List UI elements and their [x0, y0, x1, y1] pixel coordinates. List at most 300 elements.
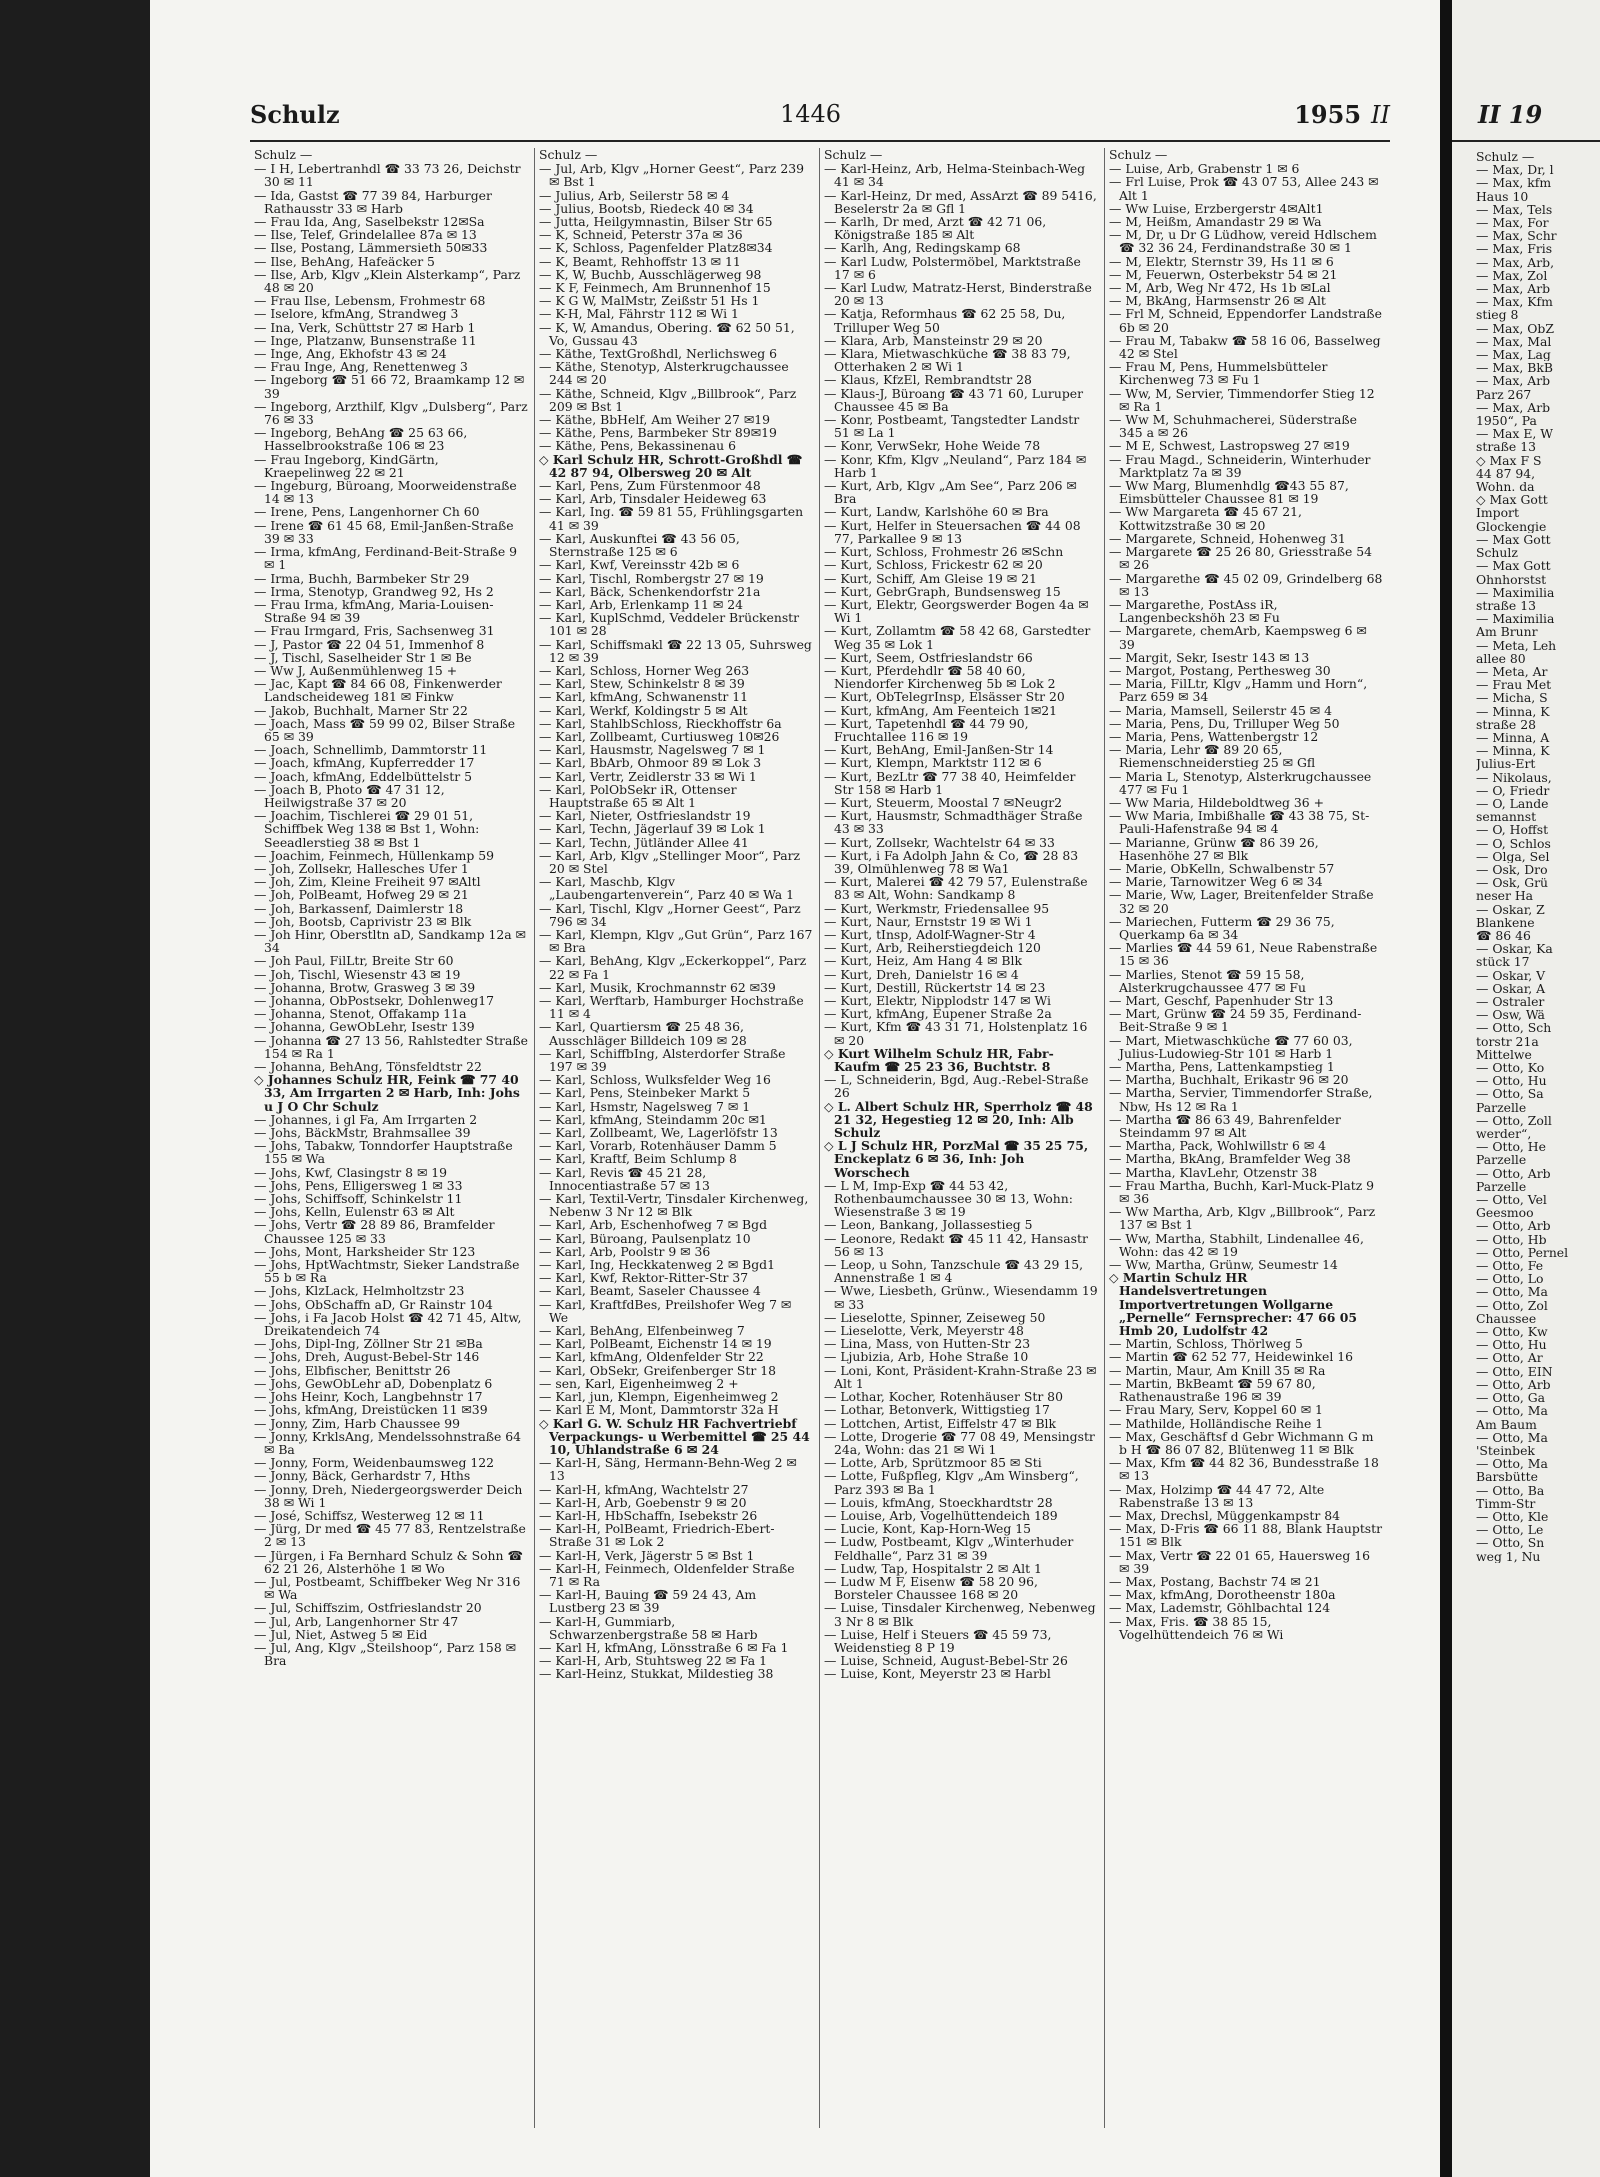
directory-entry: — Klaus, KfzEl, Rembrandtstr 28 [824, 372, 1032, 388]
directory-entry: — Kurt, Arb, Klgv „Am See“, Parz 206 ✉ Bra [824, 478, 1077, 507]
next-page-entry: — Meta, Ar [1476, 664, 1548, 679]
next-page-entry: stieg 8 [1476, 308, 1519, 322]
directory-entry: — Karl-H, Arb, Goebenstr 9 ✉ 20 [539, 1494, 747, 1510]
column-4 [1105, 148, 1390, 2128]
next-page-entry: Am Baum [1476, 1417, 1537, 1431]
directory-entry: — Inge, Ang, Ekhofstr 43 ✉ 24 [254, 346, 447, 362]
directory-entry: — Johanna, BehAng, Tönsfeldtstr 22 [254, 1059, 482, 1075]
directory-entry: — Joh, Zollsekr, Hallesches Ufer 1 [254, 860, 469, 876]
next-page-entry: Parzelle [1476, 1179, 1527, 1194]
directory-entry: — Konr, Postbeamt, Tangstedter Landstr 51 ✉ La 1 [824, 412, 1080, 441]
next-page-entry: — Nikolaus, [1476, 770, 1552, 784]
directory-entry: — Karl, Stew, Schinkelstr 8 ✉ 39 [539, 676, 745, 692]
next-page-entry: — Max, Arb [1476, 282, 1551, 296]
directory-entry: — José, Schiffsz, Westerweg 12 ✉ 11 [254, 1507, 485, 1523]
directory-entry: — Frau Magd., Schneiderin, Winterhuder Marktplatz 7a ✉ 39 [1109, 451, 1371, 480]
directory-entry: — Karl-H, Säng, Hermann-Behn-Weg 2 ✉ 13 [539, 1455, 797, 1484]
directory-entry: — I H, Lebertranhdl ☎ 33 73 26, Deichstr 30 ✉ 11 [254, 161, 521, 190]
directory-entry: — Johanna, GewObLehr, Isestr 139 [254, 1019, 475, 1035]
directory-entry: — Jul, Schiffszim, Ostfrieslandstr 20 [254, 1600, 482, 1616]
directory-entry: — Ilse, Arb, Klgv „Klein Alsterkamp“, Parz 48 ✉ 20 [254, 266, 521, 296]
directory-entry: ◇ Kurt Wilhelm Schulz HR, Fabr-Kaufm ☎ 25 23 36, Buchtstr. 8 [824, 1045, 1054, 1075]
directory-entry: — Ww J, Außenmühlenweg 15 + [254, 662, 458, 678]
directory-entry: — Johs, Kwf, Clasingstr 8 ✉ 19 [254, 1164, 448, 1180]
directory-entry: — Klara, Mietwaschküche ☎ 38 83 79, Otterhaken 2 ✉ Wi 1 [824, 346, 1071, 375]
directory-entry: — Karl, Kwf, Rektor-Ritter-Str 37 [539, 1270, 749, 1286]
next-page-entry: — Otto, Kle [1476, 1509, 1549, 1524]
directory-entry: — Frau M, Pens, Hummelsbütteler Kirchenweg 73 ✉ Fu 1 [1109, 359, 1328, 388]
directory-entry: — Käthe, Pens, Bekassinenau 6 [539, 438, 736, 454]
directory-entry: — Käthe, Pens, Barmbeker Str 89✉19 [539, 425, 777, 441]
directory-entry: — K, W, Buchb, Ausschlägerweg 98 [539, 266, 762, 282]
directory-entry: — J, Pastor ☎ 22 04 51, Immenhof 8 [254, 636, 485, 652]
directory-entry: — Kurt, Helfer in Steuersachen ☎ 44 08 77, Parkallee 9 ✉ 13 [824, 517, 1081, 546]
directory-entry: — K, W, Amandus, Obering. ☎ 62 50 51, Vo, Gussau 43 [539, 319, 795, 348]
next-page-entry: Geesmoo [1476, 1206, 1534, 1220]
directory-entry: — Ww, Martha, Grünw, Seumestr 14 [1109, 1257, 1338, 1273]
directory-entry: ◇ Karl G. W. Schulz HR Fachvertriebf Verpackungs- u Werbemittel ☎ 25 44 10, Uhlandstraße 6 ✉ 24 [539, 1415, 810, 1457]
directory-entry: — Irene ☎ 61 45 68, Emil-Janßen-Straße 39 ✉ 33 [254, 517, 514, 546]
directory-entry: — Max, Vertr ☎ 22 01 65, Hauersweg 16 ✉ 39 [1109, 1547, 1370, 1576]
directory-entry: — Johs, KlzLack, Helmholtzstr 23 [254, 1283, 465, 1299]
directory-entry: — Kurt, i Fa Adolph Jahn & Co, ☎ 28 83 39, Olmühlenweg 78 ✉ Wa1 [824, 847, 1079, 876]
directory-entry: — Karlh, Dr med, Arzt ☎ 42 71 06, Königstraße 185 ✉ Alt [824, 214, 1047, 243]
directory-columns [250, 148, 1390, 2128]
directory-entry: — Frau M, Tabakw ☎ 58 16 06, Basselweg 42 ✉ Stel [1109, 332, 1381, 362]
directory-entry: — Irma, kfmAng, Ferdinand-Beit-Straße 9 ✉ 1 [254, 544, 518, 573]
directory-entry: — Iselore, kfmAng, Strandweg 3 [254, 306, 459, 322]
directory-entry: — Karl-H, Feinmech, Oldenfelder Straße 71 ✉ Ra [539, 1560, 795, 1589]
next-page-entry: ☎ 86 46 [1476, 928, 1531, 943]
directory-entry: — Maria, Pens, Du, Trilluper Weg 50 [1109, 715, 1340, 731]
next-page-entry: — Osk, Grü [1476, 876, 1549, 890]
directory-entry: — Karl-Heinz, Stukkat, Mildestieg 38 [539, 1666, 774, 1682]
directory-entry: — Kurt, Dreh, Danielstr 16 ✉ 4 [824, 966, 1019, 982]
directory-entry: — Inge, Platzanw, Bunsenstraße 11 [254, 332, 477, 348]
directory-entry: — Karl, Revis ☎ 45 21 28, Innocentiastraße 57 ✉ 13 [539, 1164, 710, 1193]
directory-entry: — Ingeborg ☎ 51 66 72, Braamkamp 12 ✉ 39 [254, 372, 525, 401]
next-page-entry: — Otto, EIN [1476, 1364, 1553, 1378]
directory-entry: — Martha, Pens, Lattenkampstieg 1 [1109, 1059, 1335, 1075]
next-page-entry: — Max, For [1476, 216, 1549, 230]
directory-entry: — Joh, Zim, Kleine Freiheit 97 ✉Altl [254, 874, 481, 890]
directory-entry: — Mart, Mietwaschküche ☎ 77 60 03, Julius-Ludowieg-Str 101 ✉ Harb 1 [1109, 1032, 1353, 1061]
next-page-entry: 'Steinbek [1476, 1443, 1535, 1458]
directory-entry: — Kurt, Elektr, Nipplodstr 147 ✉ Wi [824, 993, 1051, 1008]
next-page-entry: neser Ha [1476, 889, 1534, 903]
directory-entry: ◇ L J Schulz HR, PorzMal ☎ 35 25 75, Enckeplatz 6 ✉ 36, Inh: Joh Worschech [824, 1138, 1089, 1180]
directory-entry: — Karl, Hausmstr, Nagelsweg 7 ✉ 1 [539, 742, 766, 758]
directory-entry: — Ww Margareta ☎ 45 67 21, Kottwitzstraße 30 ✉ 20 [1109, 504, 1302, 533]
directory-entry: — Jul, Niet, Astweg 5 ✉ Eid [254, 1626, 428, 1642]
next-page-entry: — Otto, Lo [1476, 1272, 1544, 1286]
next-page-entry: — Maximilia [1476, 612, 1555, 626]
directory-entry: — Kurt, BezLtr ☎ 77 38 40, Heimfelder Str 158 ✉ Harb 1 [824, 768, 1076, 797]
directory-entry: — Lothar, Kocher, Rotenhäuser Str 80 [824, 1389, 1063, 1405]
next-page-entry: — Minna, A [1476, 730, 1550, 745]
directory-entry: — Lotte, Drogerie ☎ 77 08 49, Mensingstr 24a, Wohn: das 21 ✉ Wi 1 [824, 1428, 1095, 1457]
directory-entry: — Max, Holzimp ☎ 44 47 72, Alte Rabenstraße 13 ✉ 13 [1109, 1481, 1325, 1510]
directory-entry: — Kurt, Werkmstr, Friedensallee 95 [824, 900, 1050, 916]
directory-entry: — Maria, Pens, Wattenbergstr 12 [1109, 728, 1319, 744]
next-page-entry: — Oskar, Z [1476, 902, 1545, 916]
directory-entry: — Margot, Postang, Perthesweg 30 [1109, 662, 1331, 678]
directory-entry: — Karl, Vorarb, Rotenhäuser Damm 5 [539, 1138, 777, 1154]
next-page-entry: — Micha, S [1476, 691, 1548, 705]
directory-entry: — Leonore, Redakt ☎ 45 11 42, Hansastr 56 ✉ 13 [824, 1230, 1088, 1259]
next-page-entry: — Max, kfm [1476, 176, 1552, 190]
directory-entry: — L, Schneiderin, Bgd, Aug.-Rebel-Straße 26 [824, 1072, 1089, 1101]
next-page-entry: — Otto, Pernel [1476, 1245, 1569, 1260]
directory-entry: — Karl Ludw, Polstermöbel, Marktstraße 17 ✉ 6 [824, 253, 1081, 282]
next-page-entry: — Otto, Sn [1476, 1536, 1545, 1550]
directory-entry: — Käthe, BbHelf, Am Weiher 27 ✉19 [539, 412, 770, 428]
directory-entry: — Konr, VerwSekr, Hohe Weide 78 [824, 438, 1041, 454]
directory-entry: — Leop, u Sohn, Tanzschule ☎ 43 29 15, Annenstraße 1 ✉ 4 [824, 1257, 1084, 1286]
next-page-entry: Ohnhorstst [1476, 572, 1547, 586]
directory-entry: — K G W, MalMstr, Zeißstr 51 Hs 1 [539, 293, 760, 309]
directory-entry: — Irma, Stenotyp, Grandweg 92, Hs 2 [254, 583, 494, 599]
next-page-entry: — Otto, Ar [1476, 1351, 1543, 1365]
directory-entry: — Margit, Sekr, Isestr 143 ✉ 13 [1109, 649, 1310, 665]
part-number: II [1371, 101, 1390, 129]
directory-entry: — Margarete, Schneid, Hohenweg 31 [1109, 530, 1346, 546]
column-continuation-head: Schulz — [824, 148, 883, 162]
column-1 [250, 148, 535, 2128]
directory-entry: — Karl, Pens, Zum Fürstenmoor 48 [539, 478, 761, 494]
directory-entry: — Kurt, Schloss, Frickestr 62 ✉ 20 [824, 557, 1043, 573]
directory-entry: — M, Elektr, Sternstr 39, Hs 11 ✉ 6 [1109, 253, 1334, 269]
next-page-entry: Julius-Ert [1476, 757, 1536, 771]
column-continuation-head: Schulz — [539, 148, 598, 162]
directory-entry: — Karl, KuplSchmd, Veddeler Brückenstr 101 ✉ 28 [539, 610, 800, 639]
directory-entry: — Marie, ObKelln, Schwalbenstr 57 [1109, 860, 1335, 876]
next-page-entry: — Otto, Ba [1476, 1483, 1545, 1497]
directory-entry: — Kurt, Arb, Reiherstiegdeich 120 [824, 940, 1041, 956]
directory-entry: — Karl, Arb, Klgv „Stellinger Moor“, Parz 20 ✉ Stel [539, 847, 801, 876]
directory-entry: — Frl Luise, Prok ☎ 43 07 53, Allee 243 ✉ Alt 1 [1109, 174, 1379, 203]
directory-entry: — Kurt, BehAng, Emil-Janßen-Str 14 [824, 742, 1054, 758]
directory-entry: — Martin, Maur, Am Knill 35 ✉ Ra [1109, 1362, 1326, 1378]
next-page-entry: — Otto, Ma [1476, 1404, 1548, 1418]
directory-entry: — Jac, Kapt ☎ 84 66 08, Finkenwerder Landscheideweg 181 ✉ Finkw [254, 676, 502, 705]
directory-entry: — Karl, BbArb, Ohmoor 89 ✉ Lok 3 [539, 755, 762, 771]
directory-entry: — Johanna, Brotw, Grasweg 3 ✉ 39 [254, 979, 476, 995]
next-page-entry: — Otto, Zoll [1476, 1113, 1552, 1128]
directory-entry: — Joh, Bootsb, Caprivistr 23 ✉ Blk [254, 913, 472, 929]
next-page-entry: semannst [1476, 810, 1537, 824]
directory-entry: — Ingeborg, Arzthilf, Klgv „Dulsberg“, Parz 76 ✉ 33 [254, 398, 528, 428]
next-page-entry: — Otto, Kw [1476, 1325, 1548, 1339]
directory-entry: — Ww Marg, Blumenhdlg ☎43 55 87, Eimsbütteler Chaussee 81 ✉ 19 [1109, 478, 1349, 507]
directory-entry: — Johs, Mont, Harksheider Str 123 [254, 1243, 476, 1259]
directory-entry: — Frau Ingeborg, KindGärtn, Kraepelinweg 22 ✉ 21 [254, 451, 439, 480]
next-page-entry: werder“, [1476, 1127, 1532, 1141]
directory-entry: — Marlies, Stenot ☎ 59 15 58, Alsterkrugchaussee 477 ✉ Fu [1109, 966, 1306, 995]
directory-entry: — Johs, BäckMstr, Brahmsallee 39 [254, 1125, 471, 1141]
next-page-entry: — O, Lande [1476, 796, 1549, 811]
book-spine [1440, 0, 1452, 2177]
directory-entry: — Margarete ☎ 25 26 80, Griesstraße 54 ✉ 26 [1109, 544, 1373, 573]
directory-entry: — Johs, i Fa Jacob Holst ☎ 42 71 45, Altw, Dreikatendeich 74 [254, 1309, 522, 1339]
directory-entry: — Karl Ludw, Matratz-Herst, Binderstraße 20 ✉ 13 [824, 280, 1092, 309]
directory-entry: — M, Feuerwn, Osterbekstr 54 ✉ 21 [1109, 266, 1338, 282]
directory-entry: — Max, Lademstr, Göhlbachtal 124 [1109, 1600, 1331, 1616]
directory-entry: — Jonny, Dreh, Niedergeorgswerder Deich 38 ✉ Wi 1 [254, 1481, 523, 1510]
directory-entry: — Kurt, Elektr, Georgswerder Bogen 4a ✉ Wi 1 [824, 596, 1089, 626]
directory-entry: ◇ Johannes Schulz HR, Feink ☎ 77 40 33, Am Irrgarten 2 ✉ Harb, Inh: Johs u J O Chr Schulz [254, 1072, 520, 1114]
directory-entry: — Karl-Heinz, Dr med, AssArzt ☎ 89 5416, Beselerstr 2a ✉ Gfl 1 [824, 187, 1097, 216]
directory-entry: — Karl-H, Gummiarb, Schwarzenbergstraße 58 ✉ Harb [539, 1613, 758, 1642]
directory-entry: — Kurt, kfmAng, Am Feenteich 1✉21 [824, 702, 1058, 718]
directory-entry: — Karl, kfmAng, Steindamm 20c ✉1 [539, 1111, 767, 1127]
directory-entry: — Karl, Ing. ☎ 59 81 55, Frühlingsgarten 41 ✉ 39 [539, 504, 804, 533]
directory-entry: — Louis, kfmAng, Stoeckhardtstr 28 [824, 1494, 1053, 1510]
next-page-entry: — Max, Lag [1476, 348, 1551, 362]
directory-entry: — Ww M, Schuhmacherei, Süderstraße 345 a ✉ 26 [1109, 412, 1357, 441]
directory-entry: — Karl, jun, Klempn, Eigenheimweg 2 [539, 1389, 779, 1405]
next-page-entry: Parz 267 [1476, 387, 1532, 401]
next-page-entry: — Oskar, Ka [1476, 942, 1553, 956]
directory-entry: — M, BkAng, Harmsenstr 26 ✉ Alt [1109, 293, 1326, 309]
next-page-entry: Haus 10 [1476, 189, 1529, 203]
directory-entry: — Johs, Schiffsoff, Schinkelstr 11 [254, 1191, 463, 1207]
directory-entry: — Joh, Tischl, Wiesenstr 43 ✉ 19 [254, 966, 461, 982]
directory-entry: — Wwe, Liesbeth, Grünw., Wiesendamm 19 ✉ 33 [824, 1283, 1098, 1312]
directory-entry: — Klaus-J, Büroang ☎ 43 71 60, Luruper Chaussee 45 ✉ Ba [824, 385, 1084, 414]
directory-entry: — Max, Geschäftsf d Gebr Wichmann G m b H ☎ 86 07 82, Blütenweg 11 ✉ Blk [1109, 1428, 1374, 1457]
directory-entry: — Martin ☎ 62 52 77, Heidewinkel 16 [1109, 1349, 1354, 1365]
next-page-entry: ◇ Max F S [1476, 453, 1542, 467]
column-3 [820, 148, 1105, 2128]
directory-entry: — Katja, Reformhaus ☎ 62 25 58, Du, Trilluper Weg 50 [824, 306, 1066, 335]
directory-entry: — Joachim, Tischlerei ☎ 29 01 51, Schiffbek Weg 138 ✉ Bst 1, Wohn: Seeadlerstieg 38 ✉ Bst 1 [254, 808, 480, 850]
directory-entry: — Luise, Kont, Meyerstr 23 ✉ Harbl [824, 1666, 1051, 1682]
directory-entry: — Lottchen, Artist, Eiffelstr 47 ✉ Blk [824, 1415, 1057, 1431]
directory-entry: ◇ Martin Schulz HR Handelsvertretungen Importvertretungen Wollgarne „Pernelle“ Fernsprecher: 47 66 05 Hmb 20, Ludolfstr 42 [1109, 1270, 1357, 1339]
directory-entry: — Jul, Ang, Klgv „Steilshoop“, Parz 158 ✉ Bra [254, 1639, 517, 1669]
directory-entry: — K, Schneid, Peterstr 37a ✉ 36 [539, 227, 743, 243]
column-continuation-head: Schulz — [254, 148, 313, 162]
next-page-entry: Parzelle [1476, 1153, 1527, 1167]
directory-entry: — Martin, BkBeamt ☎ 59 67 80, Rathenaustraße 196 ✉ 39 [1109, 1375, 1316, 1405]
directory-entry: — Luise, Helf i Steuers ☎ 45 59 73, Weidenstieg 8 P 19 [824, 1626, 1052, 1655]
directory-entry: ◇ L. Albert Schulz HR, Sperrholz ☎ 48 21 32, Hegestieg 12 ✉ 20, Inh: Alb Schulz [824, 1098, 1093, 1141]
directory-entry: — Karl, Schloss, Horner Weg 263 [539, 662, 750, 678]
directory-entry: — Louise, Arb, Vogelhüttendeich 189 [824, 1507, 1058, 1523]
directory-entry: — Irene, Pens, Langenhorner Ch 60 [254, 504, 480, 520]
directory-entry: — Lieselotte, Spinner, Zeiseweg 50 [824, 1309, 1046, 1325]
directory-entry: — Karl, Beamt, Saseler Chaussee 4 [539, 1283, 761, 1299]
directory-entry: — Johs, Elbfischer, Benittstr 26 [254, 1362, 451, 1378]
directory-entry: — Karl, Maschb, Klgv „Laubengartenverein“, Parz 40 ✉ Wa 1 [539, 874, 794, 903]
next-page-entry: Wohn. da [1476, 480, 1535, 494]
directory-entry: — Karl, Hsmstr, Nagelsweg 7 ✉ 1 [539, 1098, 751, 1114]
directory-entry: — Frau Mary, Serv, Koppel 60 ✉ 1 [1109, 1402, 1323, 1418]
next-page-entry: Barsbütte [1476, 1470, 1538, 1484]
directory-entry: — Joh Hinr, Oberstltn aD, Sandkamp 12a ✉ 34 [254, 926, 526, 956]
directory-entry: — Kurt, Pferdehdlr ☎ 58 40 60, Niendorfer Kirchenweg 5b ✉ Lok 2 [824, 662, 1056, 692]
directory-entry: — Johs, Dipl-Ing, Zöllner Str 21 ✉Ba [254, 1336, 483, 1352]
directory-entry: — Karl-H, Bauing ☎ 59 24 43, Am Lustberg 23 ✉ 39 [539, 1587, 757, 1616]
directory-entry: — Karl, ObSekr, Greifenberger Str 18 [539, 1362, 777, 1378]
directory-entry: — Jürgen, i Fa Bernhard Schulz & Sohn ☎ 62 21 26, Alsterhöhe 1 ✉ Wo [254, 1547, 523, 1576]
directory-entry: — Kurt, Heiz, Am Hang 4 ✉ Blk [824, 953, 1022, 969]
directory-entry: — Karl, BehAng, Klgv „Eckerkoppel“, Parz 22 ✉ Fa 1 [539, 953, 807, 982]
directory-entry: — Frau Irmgard, Fris, Sachsenweg 31 [254, 623, 495, 639]
next-page-entry: — Max, ObZ [1476, 321, 1554, 335]
directory-entry: — Luise, Arb, Grabenstr 1 ✉ 6 [1109, 161, 1300, 177]
next-page-entry: Blankene [1476, 915, 1535, 929]
directory-entry: — Kurt, Naur, Ernststr 19 ✉ Wi 1 [824, 913, 1033, 929]
next-page-entry: — Otto, Arb [1476, 1219, 1551, 1233]
directory-entry: — Karl, kfmAng, Oldenfelder Str 22 [539, 1349, 764, 1365]
directory-entry: — Karl, SchiffbIng, Alsterdorfer Straße 197 ✉ 39 [539, 1045, 786, 1075]
next-page-entry: — Max, Schr [1476, 229, 1557, 243]
next-page-entry: Chaussee [1476, 1311, 1537, 1326]
next-page-entry: Timm-Str [1476, 1496, 1536, 1510]
next-page-entry: — Olga, Sel [1476, 849, 1550, 863]
directory-entry: — Martha ☎ 86 63 49, Bahrenfelder Steindamm 97 ✉ Alt [1109, 1111, 1341, 1141]
directory-entry: — Kurt, Schloss, Frohmestr 26 ✉Schn [824, 544, 1064, 560]
directory-entry: — Lotte, Arb, Sprützmoor 85 ✉ Sti [824, 1455, 1042, 1471]
directory-entry: — Karl, Musik, Krochmannstr 62 ✉39 [539, 979, 776, 995]
next-page-entry: — O, Hoffst [1476, 823, 1549, 837]
directory-entry: — Marianne, Grünw ☎ 86 39 26, Hasenhöhe 27 ✉ Blk [1109, 834, 1319, 863]
directory-entry: — Ljubizia, Arb, Hohe Straße 10 [824, 1349, 1029, 1365]
edition-year [1294, 100, 1390, 129]
directory-entry: — Marlies ☎ 44 59 61, Neue Rabenstraße 15 ✉ 36 [1109, 940, 1378, 969]
directory-entry: — Jakob, Buchhalt, Marner Str 22 [254, 702, 468, 718]
directory-entry: — Max, kfmAng, Dorotheenstr 180a [1109, 1587, 1336, 1603]
directory-entry: — Karl, Quartiersm ☎ 25 48 36, Ausschläger Billdeich 109 ✉ 28 [539, 1019, 747, 1048]
next-page-entry: — Otto, Hu [1476, 1074, 1547, 1088]
directory-entry: — Käthe, Stenotyp, Alsterkrugchaussee 244 ✉ 20 [539, 359, 789, 388]
next-page-entry: — O, Friedr [1476, 783, 1550, 797]
next-page-entry: straße 13 [1476, 440, 1536, 454]
directory-entry: — Karl, Büroang, Paulsenplatz 10 [539, 1230, 751, 1246]
directory-entry: — Karl, Tischl, Klgv „Horner Geest“, Parz 796 ✉ 34 [539, 900, 801, 929]
directory-entry: — Lina, Mass, von Hutten-Str 23 [824, 1336, 1031, 1352]
directory-entry: — Johs, Vertr ☎ 28 89 86, Bramfelder Chaussee 125 ✉ 33 [254, 1217, 495, 1246]
directory-entry: — Johanna, Stenot, Offakamp 11a [254, 1006, 467, 1022]
next-page-entry: allee 80 [1476, 651, 1526, 665]
directory-entry: — Luise, Tinsdaler Kirchenweg, Nebenweg 3 Nr 8 ✉ Blk [824, 1600, 1096, 1629]
directory-entry: — Joach, Mass ☎ 59 99 02, Bilser Straße 65 ✉ 39 [254, 715, 516, 744]
directory-entry: — Joh Paul, FilLtr, Breite Str 60 [254, 953, 454, 969]
directory-entry: — Karl H, kfmAng, Lönsstraße 6 ✉ Fa 1 [539, 1639, 789, 1655]
directory-entry: — Maria, FilLtr, Klgv „Hamm und Horn“, Parz 659 ✉ 34 [1109, 676, 1368, 705]
next-page-entry: Schulz — [1476, 150, 1535, 164]
directory-entry: — M, Heißm, Amandastr 29 ✉ Wa [1109, 214, 1322, 230]
directory-entry: — Karl, PolBeamt, Eichenstr 14 ✉ 19 [539, 1336, 772, 1352]
directory-entry: — Karl, Werftarb, Hamburger Hochstraße 11 ✉ 4 [539, 993, 804, 1022]
next-page-entry: — Otto, Le [1476, 1523, 1544, 1537]
directory-entry: — M E, Schwest, Lastropsweg 27 ✉19 [1109, 438, 1350, 454]
next-page-entry: stück 17 [1476, 955, 1530, 969]
next-page-entry: 1950“, Pa [1476, 414, 1537, 428]
next-page-entry: — Max, BkB [1476, 361, 1553, 375]
directory-entry: — Karl, Ing, Heckkatenweg 2 ✉ Bgd1 [539, 1257, 775, 1273]
directory-entry: — Maria L, Stenotyp, Alsterkrugchaussee 477 ✉ Fu 1 [1109, 768, 1372, 797]
directory-entry: — Karl, Nieter, Ostfrieslandstr 19 [539, 808, 751, 824]
directory-entry: — Mariechen, Futterm ☎ 29 36 75, Querkamp 6a ✉ 34 [1109, 913, 1335, 942]
directory-entry: — Johs, kfmAng, Dreistücken 11 ✉39 [254, 1402, 488, 1418]
directory-entry: — Karl, Schloss, Wulksfelder Weg 16 [539, 1072, 771, 1088]
directory-entry: — Lotte, Fußpfleg, Klgv „Am Winsberg“, Parz 393 ✉ Ba 1 [824, 1468, 1079, 1497]
directory-entry: — Johs, Pens, Elligersweg 1 ✉ 33 [254, 1177, 463, 1193]
directory-entry: — Karl, Zollbeamt, Curtiusweg 10✉26 [539, 728, 780, 744]
directory-entry: — Julius, Arb, Seilerstr 58 ✉ 4 [539, 187, 730, 203]
next-page-entry: — Maximilia [1476, 585, 1555, 599]
directory-entry: — Karl, Bäck, Schenkendorfstr 21a [539, 583, 761, 599]
directory-entry: — Joh, PolBeamt, Hofweg 29 ✉ 21 [254, 887, 469, 903]
directory-entry: — Karl, Arb, Erlenkamp 11 ✉ 24 [539, 596, 743, 612]
directory-entry: — Max, Fris. ☎ 38 85 15, Vogelhüttendeich 76 ✉ Wi [1109, 1613, 1284, 1642]
next-page-entry: — Otto, Arb [1476, 1166, 1551, 1180]
next-page-column [1476, 150, 1600, 1563]
directory-entry: — Johs, HptWachtmstr, Sieker Landstraße 55 b ✉ Ra [254, 1257, 520, 1286]
next-page-entry: Import [1476, 506, 1519, 520]
directory-entry: — Johannes, i gl Fa, Am Irrgarten 2 [254, 1111, 478, 1127]
next-page-entry: — Max, Fris [1476, 242, 1553, 256]
next-page-entry: — Otto, Ma [1476, 1285, 1548, 1299]
header-rule [250, 140, 1390, 142]
directory-entry: — Karl, Kwf, Vereinsstr 42b ✉ 6 [539, 557, 740, 573]
directory-entry: — Ingeborg, BehAng ☎ 25 63 66, Hasselbrookstraße 106 ✉ 23 [254, 425, 468, 454]
directory-entry: — Martha, BkAng, Bramfelder Weg 38 [1109, 1151, 1351, 1167]
directory-entry: — Käthe, Schneid, Klgv „Billbrook“, Parz 209 ✉ Bst 1 [539, 385, 797, 414]
next-page-entry: Mittelwe [1476, 1047, 1532, 1062]
directory-entry: — Lucie, Kont, Kap-Horn-Weg 15 [824, 1521, 1032, 1537]
next-page-entry: — Minna, K [1476, 744, 1550, 758]
directory-entry: — Joach, Schnellimb, Dammtorstr 11 [254, 742, 488, 758]
directory-entry: — Ludw, Postbeamt, Klgv „Winterhuder Feldhalle“, Parz 31 ✉ 39 [824, 1534, 1074, 1563]
next-page-entry: — Max Gott [1476, 532, 1551, 547]
directory-entry: — Lothar, Betonverk, Wittigstieg 17 [824, 1402, 1050, 1418]
directory-entry: — Karl, Vertr, Zeidlerstr 33 ✉ Wi 1 [539, 768, 757, 784]
next-page-entry: — Max, Mal [1476, 334, 1552, 349]
directory-entry: — Mart, Grünw ☎ 24 59 35, Ferdinand-Beit-Straße 9 ✉ 1 [1109, 1006, 1362, 1035]
directory-entry: — Kurt, Destill, Rückertstr 14 ✉ 23 [824, 979, 1046, 995]
next-page-entry: — Otto, Vel [1476, 1193, 1547, 1207]
directory-entry: — Karl, Zollbeamt, We, Lagerlöfstr 13 [539, 1125, 778, 1141]
directory-entry: — Karl-H, Arb, Stuhtsweg 22 ✉ Fa 1 [539, 1653, 767, 1669]
directory-entry: — Johs, ObSchaffn aD, Gr Rainstr 104 [254, 1296, 493, 1312]
directory-entry: — M, Arb, Weg Nr 472, Hs 1b ✉Lal [1109, 280, 1331, 296]
directory-entry: — Kurt, tInsp, Adolf-Wagner-Str 4 [824, 926, 1036, 942]
directory-entry: ◇ Karl Schulz HR, Schrott-Großhdl ☎ 42 87 94, Olbersweg 20 ✉ Alt [539, 451, 803, 480]
directory-entry: — Frau Ida, Ang, Saselbekstr 12✉Sa [254, 214, 485, 230]
directory-entry: — K, Beamt, Rehhoffstr 13 ✉ 11 [539, 253, 741, 269]
next-page-entry: Parzelle [1476, 1100, 1527, 1114]
next-page-entry: — Otto, Ma [1476, 1430, 1548, 1444]
directory-entry: — Jonny, Form, Weidenbaumsweg 122 [254, 1455, 495, 1471]
directory-entry: — Karl-H, HbSchaffn, Isebekstr 26 [539, 1507, 758, 1523]
directory-entry: — Karl, Pens, Steinbeker Markt 5 [539, 1085, 751, 1101]
directory-entry: — K-H, Mal, Fährstr 112 ✉ Wi 1 [539, 306, 739, 322]
next-page-entry: torstr 21a [1476, 1034, 1539, 1048]
directory-entry: — Kurt, Landw, Karlshöhe 60 ✉ Bra [824, 504, 1049, 520]
directory-entry: — Mathilde, Holländische Reihe 1 [1109, 1415, 1324, 1431]
next-page-entry: — Oskar, A [1476, 981, 1546, 995]
next-page-entry: — Meta, Leh [1476, 638, 1557, 652]
column-2 [535, 148, 820, 2128]
next-page-entry: — Frau Met [1476, 678, 1552, 692]
directory-entry: — Karl, Textil-Vertr, Tinsdaler Kirchenweg, Nebenw 3 Nr 12 ✉ Blk [539, 1191, 809, 1220]
next-page-entry: — Max, Zol [1476, 268, 1548, 283]
directory-entry: — Frau Irma, kfmAng, Maria-Louisen-Straße 94 ✉ 39 [254, 596, 494, 626]
